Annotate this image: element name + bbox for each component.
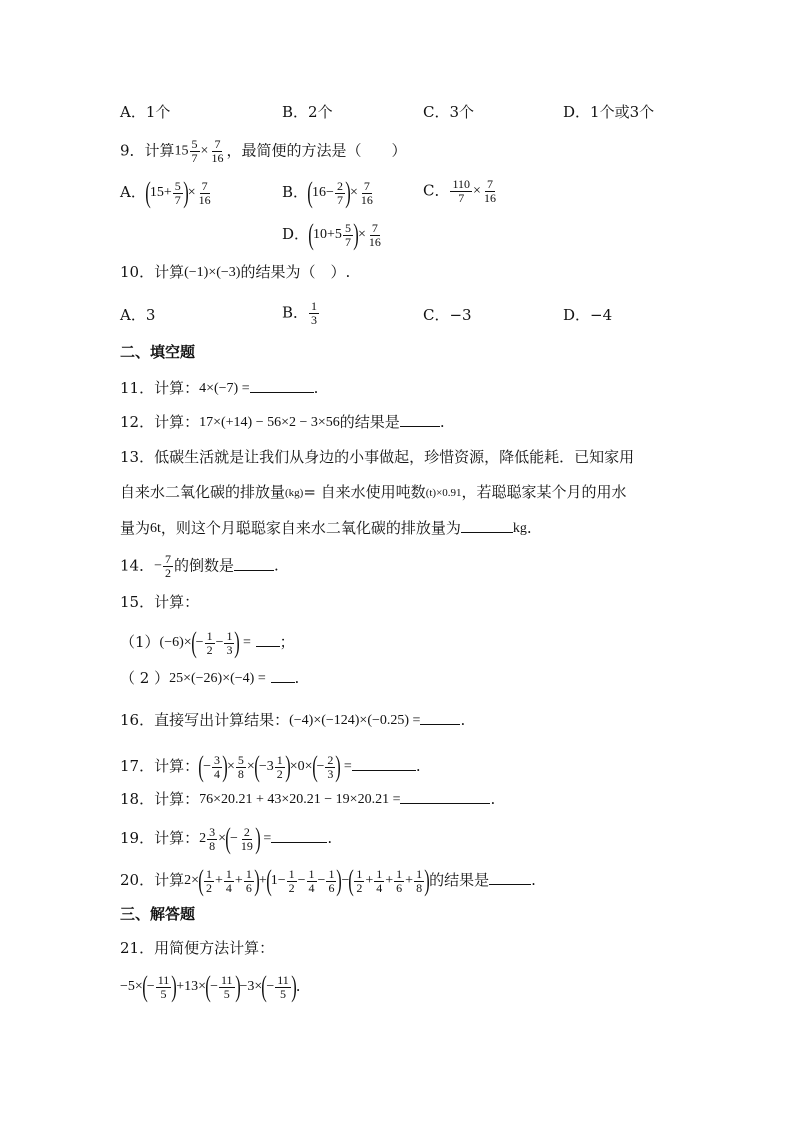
option-b: B．2个: [282, 103, 333, 121]
question-15: 15．计算：: [120, 593, 200, 611]
q12-expression: 17×(+14) − 56×2 − 3×56: [199, 415, 340, 430]
q16-expression: (−4)×(−124)×(−0.25) =: [289, 713, 421, 728]
question-21: 21．用简便方法计算：: [120, 939, 275, 957]
answer-blank[interactable]: [400, 412, 440, 427]
q18-expression: 76×20.21 + 43×20.21 − 19×20.21 =: [199, 792, 401, 807]
q11-expression: 4×(−7) =: [199, 381, 250, 396]
question-15-part-1: （1）(−6)×(− $\frac{1}{2}$ − $\frac{1}{3}$ ) = ；: [120, 626, 295, 659]
q9-expression: 15 $\frac{5}{7}$ × $\frac{7}{16}$: [174, 137, 224, 165]
question-13-line-1: 13．低碳生活就是让我们从身边的小事做起，珍惜资源，降低能耗．已知家用: [120, 448, 635, 466]
question-18: 18．计算：76×20.21 + 43×20.21 − 19×20.21 = .: [120, 790, 496, 808]
q10-option-d: D．−4: [563, 306, 613, 324]
question-10: 10．计算(−1)×(−3)的结果为（ ）.: [120, 263, 351, 281]
question-11: 11．计算：4×(−7) = .: [120, 379, 319, 397]
question-13-line-2: 自来水二氧化碳的排放量(kg)= 自来水使用吨数(t)×0.91，若聪聪家某个月的用水: [120, 483, 627, 501]
q9-option-a: A．(15+ $\frac{5}{7}$ )× $\frac{7}{16}$: [120, 176, 211, 209]
question-12: 12．计算：17×(+14) − 56×2 − 3×56的结果是 .: [120, 413, 445, 431]
answer-blank[interactable]: [420, 710, 460, 725]
question-17: 17．计算：(− $\frac{3}{4}$ )× $\frac{5}{8}$ ×(−3 $\frac{1}{2}$ )×0×(− $\frac{2}{3}$ ) = .: [120, 750, 421, 783]
q10-expression: (−1)×(−3): [184, 265, 241, 280]
section-heading-fill-in: 二、填空题: [120, 343, 196, 361]
q9-option-b: B．(16− $\frac{2}{7}$ )× $\frac{7}{16}$: [282, 176, 373, 209]
question-21-expression: −5×(− $\frac{11}{5}$ )+13×(− $\frac{11}{5}$ )−3×(− $\frac{11}{5}$ ).: [120, 970, 301, 1003]
q9-number: 9．计算: [120, 141, 175, 160]
q9-tail: ，最简便的方法是（ ）: [226, 141, 407, 160]
answer-blank[interactable]: [489, 870, 531, 885]
q9-option-d: D．(10+5 $\frac{5}{7}$ )× $\frac{7}{16}$: [282, 218, 381, 251]
question-19: 19．计算：2 $\frac{3}{8}$ ×(− $\frac{2}{19}$ ) = .: [120, 822, 333, 855]
answer-blank[interactable]: [234, 556, 274, 571]
question-16: 16．直接写出计算结果：(−4)×(−124)×(−0.25) = .: [120, 711, 466, 729]
answer-blank[interactable]: [271, 668, 295, 683]
answer-blank[interactable]: [400, 789, 490, 804]
question-14: 14．− $\frac{7}{2}$ 的倒数是 .: [120, 552, 279, 580]
q9-option-c: C． $\frac{110}{7}$ × $\frac{7}{16}$: [423, 177, 496, 205]
question-9: [120, 138, 406, 165]
question-15-part-2: （ 2 ）25×(−26)×(−4) = .: [120, 669, 300, 687]
answer-blank[interactable]: [461, 518, 513, 533]
answer-blank[interactable]: [352, 756, 416, 771]
q10-option-a: A．3: [120, 306, 156, 324]
section-heading-solve: 三、解答题: [120, 905, 196, 923]
option-d: D．1个或3个: [563, 103, 655, 121]
q10-option-b: B． $\frac{1}{3}$: [282, 299, 318, 327]
answer-blank[interactable]: [271, 828, 327, 843]
question-20: 20．计算2×( $\frac{1}{2}$ + $\frac{1}{4}$ + $\frac{1}{6}$ )+(1− $\frac{1}{2}$ − $\frac{1}{4}$ − $\frac{1}{6}$ )−( $\frac{1}{2}$ + $\frac{1}{4}$ + $\frac{1}{6}$ + $\frac{1}{8}$ )的结果是 .: [120, 864, 536, 897]
q10-option-c: C．−3: [423, 306, 472, 324]
question-13-line-3: 量为6t，则这个月聪聪家自来水二氧化碳的排放量为 kg.: [120, 519, 532, 537]
answer-blank[interactable]: [250, 378, 314, 393]
answer-blank[interactable]: [256, 632, 280, 647]
option-a: A．1个: [120, 103, 171, 121]
option-c: C．3个: [423, 103, 475, 121]
